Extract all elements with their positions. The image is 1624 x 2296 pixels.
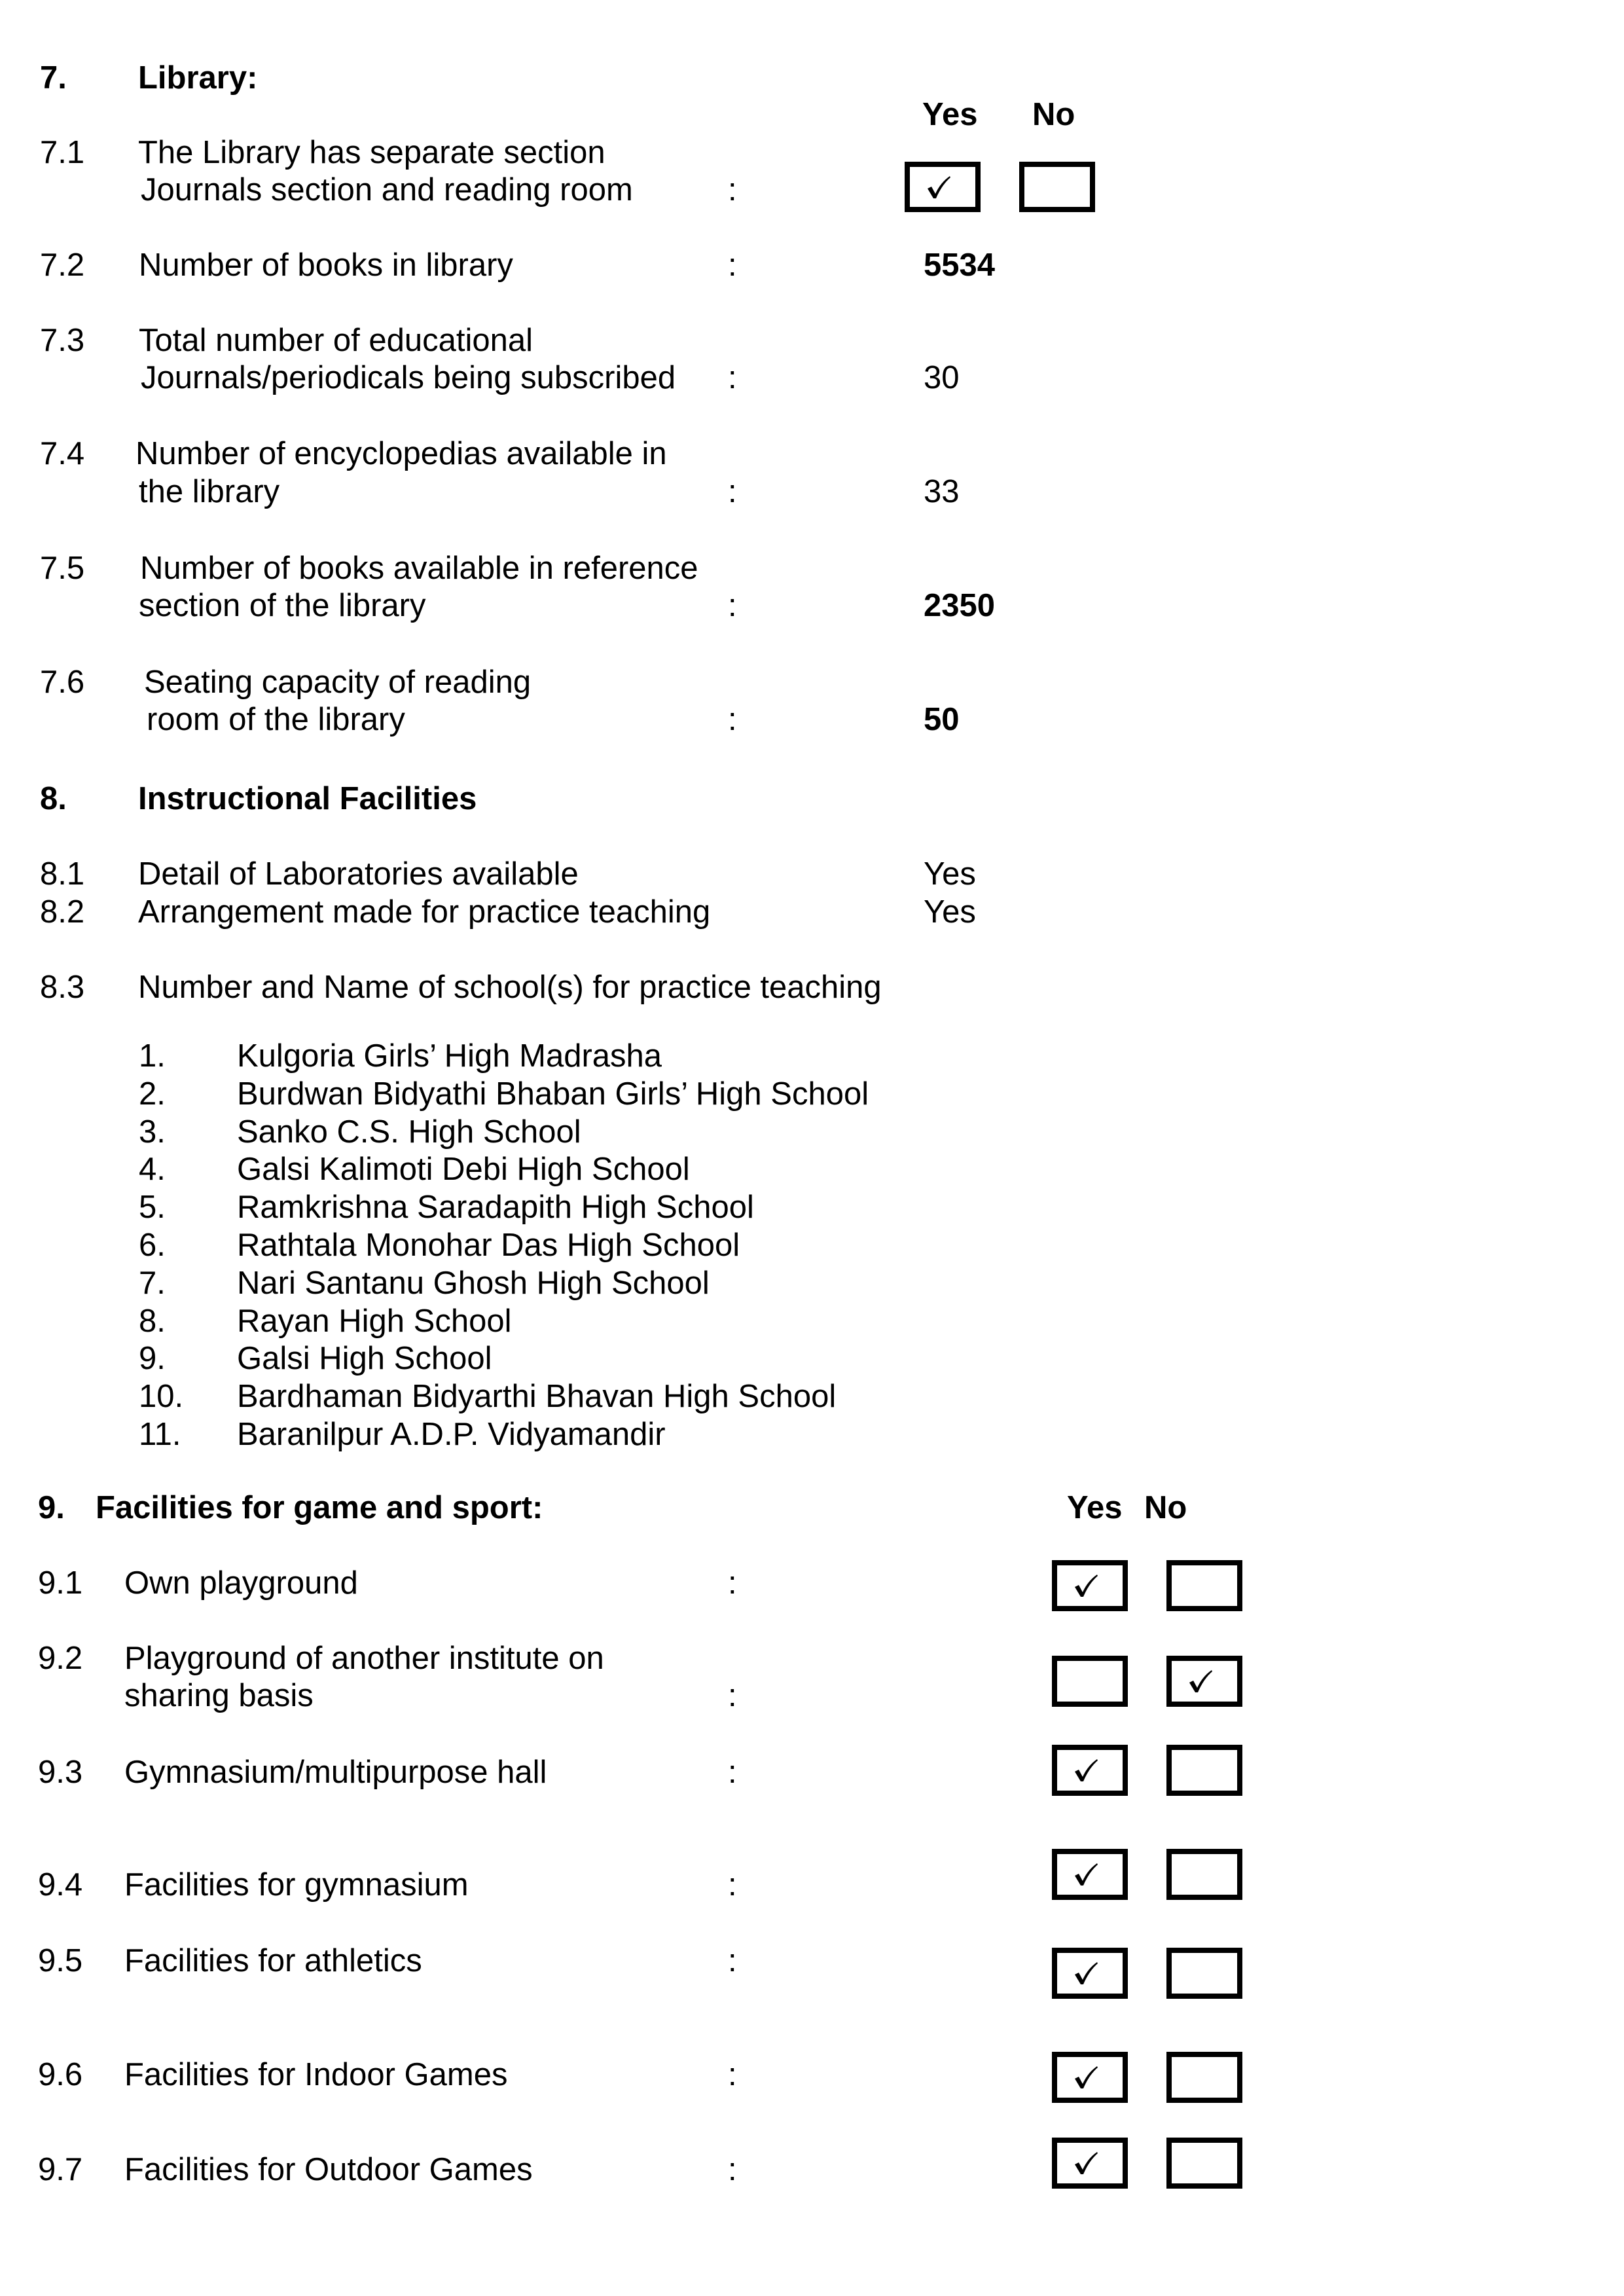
item-label: Facilities for Outdoor Games xyxy=(124,2152,533,2187)
item-number: 7.3 xyxy=(40,323,85,358)
item-label-line-2: Journals/periodicals being subscribed xyxy=(141,360,676,395)
check-mark-icon xyxy=(910,167,975,207)
item-label-line-1: Seating capacity of reading xyxy=(144,665,532,700)
no-checkbox[interactable] xyxy=(1166,2052,1242,2103)
item-value: 33 xyxy=(924,474,960,509)
check-mark-icon xyxy=(1057,1953,1123,1994)
list-number: 8. xyxy=(139,1303,166,1339)
item-number: 7.4 xyxy=(40,436,85,471)
item-value: 50 xyxy=(924,702,960,737)
no-checkbox[interactable] xyxy=(1166,1849,1242,1900)
item-number: 9.2 xyxy=(38,1641,83,1676)
item-value: Yes xyxy=(924,856,976,892)
item-label-line-2: Journals section and reading room xyxy=(141,172,633,208)
list-number: 2. xyxy=(139,1076,166,1112)
list-number: 9. xyxy=(139,1341,166,1376)
colon: : xyxy=(728,474,737,509)
item-number: 8.2 xyxy=(40,894,85,930)
item-label-line-1: Number of books in library xyxy=(139,247,513,283)
list-number: 7. xyxy=(139,1266,166,1301)
item-label: Detail of Laboratories available xyxy=(138,856,579,892)
item-label-line-2: section of the library xyxy=(139,588,426,623)
list-number: 11. xyxy=(139,1417,181,1452)
item-value: 30 xyxy=(924,360,960,395)
section-number: 8. xyxy=(40,781,67,816)
item-value: 2350 xyxy=(924,588,996,623)
list-number: 4. xyxy=(139,1152,166,1187)
item-label-line-1: Number of encyclopedias available in xyxy=(135,436,667,471)
no-checkbox[interactable] xyxy=(1166,2138,1242,2189)
item-label: Facilities for athletics xyxy=(124,1943,422,1978)
item-label-line-2: the library xyxy=(139,474,280,509)
section-title: Facilities for game and sport: xyxy=(96,1490,543,1525)
list-number: 6. xyxy=(139,1228,166,1263)
item-number: 9.1 xyxy=(38,1565,83,1601)
section-title: Instructional Facilities xyxy=(138,781,477,816)
item-number: 7.2 xyxy=(40,247,85,283)
list-item: Burdwan Bidyathi Bhaban Girls’ High School xyxy=(237,1076,869,1112)
yes-header: Yes xyxy=(922,97,978,132)
no-checkbox[interactable] xyxy=(1166,1948,1242,1999)
item-number: 7.1 xyxy=(40,135,85,170)
list-item: Galsi High School xyxy=(237,1341,492,1376)
colon: : xyxy=(728,2152,737,2187)
colon: : xyxy=(728,1943,737,1978)
yes-checkbox[interactable] xyxy=(1052,1745,1128,1796)
item-number: 8.1 xyxy=(40,856,85,892)
item-label-line-2: room of the library xyxy=(147,702,405,737)
check-mark-icon xyxy=(1057,2057,1123,2098)
yes-checkbox[interactable] xyxy=(1052,1560,1128,1611)
check-mark-icon xyxy=(1057,1854,1123,1895)
item-number: 9.7 xyxy=(38,2152,83,2187)
item-label: Number and Name of school(s) for practice teaching xyxy=(138,970,882,1005)
item-number: 7.5 xyxy=(40,551,85,586)
item-value: Yes xyxy=(924,894,976,930)
section-number: 9. xyxy=(38,1490,65,1525)
list-number: 3. xyxy=(139,1114,166,1150)
yes-checkbox[interactable] xyxy=(1052,1948,1128,1999)
section-title: Library: xyxy=(138,60,258,96)
yes-checkbox[interactable] xyxy=(1052,1656,1128,1707)
item-number: 8.3 xyxy=(40,970,85,1005)
colon: : xyxy=(728,1867,737,1903)
colon: : xyxy=(728,588,737,623)
list-item: Ramkrishna Saradapith High School xyxy=(237,1190,754,1225)
item-number: 9.5 xyxy=(38,1943,83,1978)
list-item: Baranilpur A.D.P. Vidyamandir xyxy=(237,1417,666,1452)
list-number: 1. xyxy=(139,1038,166,1074)
list-item: Rayan High School xyxy=(237,1303,512,1339)
yes-checkbox[interactable] xyxy=(1052,2052,1128,2103)
item-label: Facilities for Indoor Games xyxy=(124,2057,508,2092)
item-label-line-2: sharing basis xyxy=(124,1678,314,1713)
list-number: 10. xyxy=(139,1379,184,1414)
check-mark-icon xyxy=(1057,2143,1123,2183)
colon: : xyxy=(728,1565,737,1601)
list-item: Nari Santanu Ghosh High School xyxy=(237,1266,710,1301)
item-label-line-1: The Library has separate section xyxy=(138,135,605,170)
item-value: 5534 xyxy=(924,247,996,283)
item-label-line-1: Total number of educational xyxy=(139,323,533,358)
colon: : xyxy=(728,1678,737,1713)
item-number: 9.6 xyxy=(38,2057,83,2092)
check-mark-icon xyxy=(1057,1750,1123,1791)
no-checkbox[interactable] xyxy=(1019,162,1095,212)
item-label-line-1: Playground of another institute on xyxy=(124,1641,604,1676)
no-checkbox[interactable] xyxy=(1166,1656,1242,1707)
item-number: 9.4 xyxy=(38,1867,83,1903)
no-header: No xyxy=(1144,1490,1187,1525)
check-mark-icon xyxy=(1057,1565,1123,1606)
yes-checkbox[interactable] xyxy=(1052,1849,1128,1900)
yes-header: Yes xyxy=(1067,1490,1123,1525)
no-checkbox[interactable] xyxy=(1166,1745,1242,1796)
no-checkbox[interactable] xyxy=(1166,1560,1242,1611)
colon: : xyxy=(728,172,737,208)
section-number: 7. xyxy=(40,60,67,96)
colon: : xyxy=(728,247,737,283)
colon: : xyxy=(728,360,737,395)
yes-checkbox[interactable] xyxy=(1052,2138,1128,2189)
list-item: Galsi Kalimoti Debi High School xyxy=(237,1152,690,1187)
colon: : xyxy=(728,1755,737,1790)
list-item: Kulgoria Girls’ High Madrasha xyxy=(237,1038,662,1074)
item-number: 9.3 xyxy=(38,1755,83,1790)
no-header: No xyxy=(1032,97,1075,132)
item-label: Facilities for gymnasium xyxy=(124,1867,469,1903)
colon: : xyxy=(728,702,737,737)
colon: : xyxy=(728,2057,737,2092)
list-item: Rathtala Monohar Das High School xyxy=(237,1228,740,1263)
yes-checkbox[interactable] xyxy=(905,162,981,212)
check-mark-icon xyxy=(1172,1661,1237,1702)
list-number: 5. xyxy=(139,1190,166,1225)
item-label-line-1: Number of books available in reference xyxy=(140,551,698,586)
item-label: Arrangement made for practice teaching xyxy=(138,894,711,930)
list-item: Sanko C.S. High School xyxy=(237,1114,581,1150)
item-number: 7.6 xyxy=(40,665,85,700)
item-label: Own playground xyxy=(124,1565,358,1601)
list-item: Bardhaman Bidyarthi Bhavan High School xyxy=(237,1379,837,1414)
item-label: Gymnasium/multipurpose hall xyxy=(124,1755,547,1790)
